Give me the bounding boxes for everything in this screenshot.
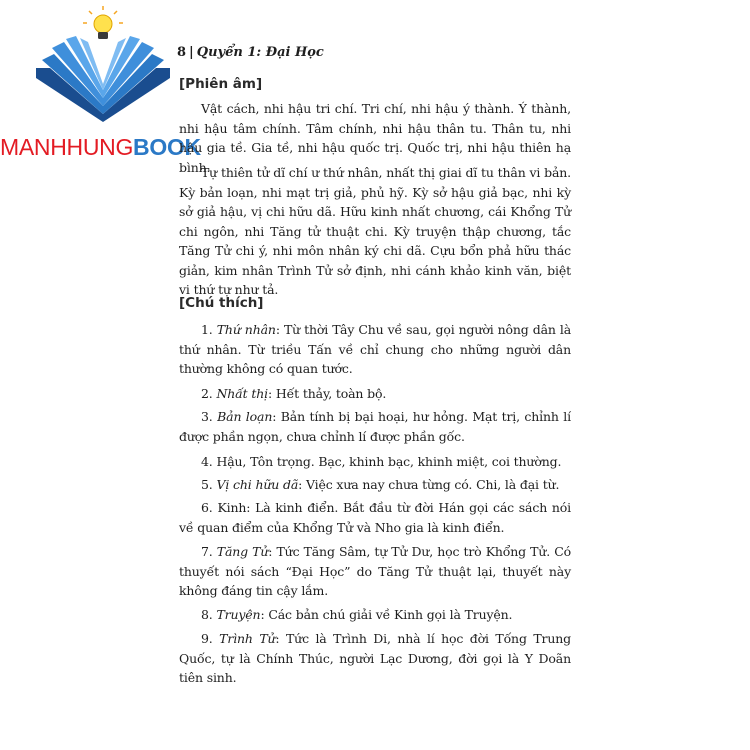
running-header — [177, 45, 324, 60]
note-item: 4. Hậu, Tôn trọng. Bạc, khinh bạc, khinh miệt, coi thường. — [201, 454, 562, 469]
section-heading-chu-thich: [Chú thích] — [179, 295, 264, 311]
page-number: 8 — [177, 45, 187, 60]
open-book-lightbulb-icon — [30, 6, 190, 126]
header-separator: | — [189, 45, 194, 60]
note-item: 5. Vị chi hữu dã: Việc xưa nay chưa từng có. Chi, là đại từ. — [201, 477, 560, 492]
lightbulb-icon — [83, 6, 123, 39]
open-book-icon — [36, 36, 170, 122]
brand-wordmark — [0, 136, 201, 159]
section-heading-phien-am: [Phiên âm] — [179, 76, 263, 92]
note-item: 3. Bản loạn: Bản tính bị bại hoại, hư hỏng. Mạt trị, chỉnh lí được phần ngọn, chưa chỉnh lí được phần gốc. — [179, 409, 571, 444]
brand-name-left: MANHHUNG — [0, 134, 134, 160]
note-item: 9. Trình Tử: Tức là Trình Di, nhà lí học đời Tống Trung Quốc, tự là Chính Thúc, người Lạc Dương, đời gọi là Y Doãn tiên sinh. — [179, 631, 571, 685]
paragraph: Tự thiên tử dĩ chí ư thứ nhân, nhất thị giai dĩ tu thân vi bản. Kỳ bản loạn, nhi mạt trị giả, phủ hỹ. Kỳ sở hậu giả bạc, nhi kỳ sở giả hậu, vị chi hữu dã. Hữu kinh nhất chương, cái Khổng Tử chi ngôn, nhi Tăng tử thuật chi. Kỳ truyện thập chương, tắc Tăng Tử chi ý, nhi môn nhân ký chi dã. Cựu bổn phả hữu thác giản, kim nhân Trình Tử sở định, nhi cánh khảo kinh văn, biệt vi thứ tự như tả. — [179, 165, 571, 297]
book-title: Quyển 1: Đại Học — [196, 45, 324, 60]
brand-name-right: BOOK — [133, 134, 201, 160]
note-item: 7. Tăng Tử: Tức Tăng Sâm, tự Tử Dư, học trò Khổng Tử. Có thuyết nói sách “Đại Học” do Tăng Tử thuật lại, thuyết này không đáng tin cậy lắm. — [179, 544, 572, 598]
note-item: 1. Thứ nhân: Từ thời Tây Chu về sau, gọi người nông dân là thứ nhân. Từ triều Tấn về chỉ chung cho những người dân thường không có quan tước. — [179, 322, 572, 376]
note-item: 6. Kinh: Là kinh điển. Bắt đầu từ đời Hán gọi các sách nói về quan điểm của Khổng Tử và Nho gia là kinh điển. — [179, 500, 572, 535]
note-item: 8. Truyện: Các bản chú giải về Kinh gọi là Truyện. — [201, 607, 513, 622]
paragraph: Vật cách, nhi hậu tri chí. Tri chí, nhi hậu ý thành. Ý thành, nhi hậu tâm chính. Tâm chính, nhi hậu thân tu. Thân tu, nhi hậu gia tề. Gia tề, nhi hậu quốc trị. Quốc trị, nhi hậu thiên hạ bình. — [179, 101, 571, 175]
note-item: 2. Nhất thị: Hết thảy, toàn bộ. — [201, 386, 387, 401]
